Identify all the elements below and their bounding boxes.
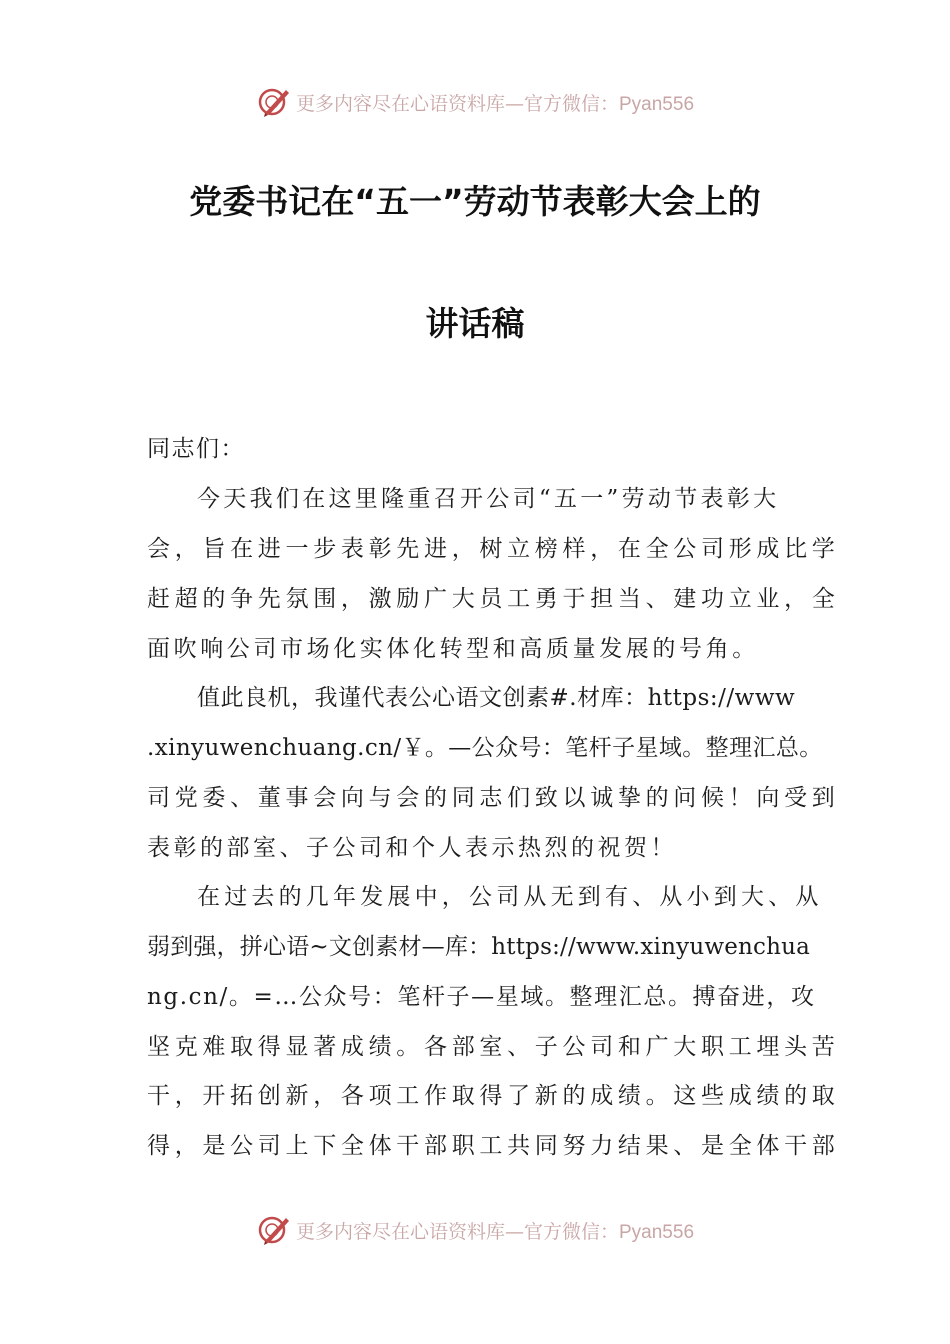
body-line: 得，是公司上下全体干部职工共同努力结果、是全体干部 [147,1133,840,1159]
body-line: 坚克难取得显著成绩。各部室、子公司和广大职工埋头苦 [147,1034,840,1060]
body-line: 同志们： [147,436,245,462]
body-line: ng.cn/。=…公众号：笔杆子—星域。整理汇总。搏奋进，攻 [147,984,816,1010]
body-line: 赶超的争先氛围，激励广大员工勇于担当、建功立业，全 [147,586,840,612]
header-watermark [0,82,950,122]
body-line: 会，旨在进一步表彰先进，树立榜样，在全公司形成比学 [147,536,840,562]
body-line: 值此良机，我谨代表公心语文创素#.材库：https://www [197,685,796,711]
body-line: 弱到强，拼心语~文创素材—库：https://www.xinyuwenchua [147,934,811,960]
document-title-line-2: 讲话稿 [425,304,525,343]
body-line: 干，开拓创新，各项工作取得了新的成绩。这些成绩的取 [147,1083,840,1109]
body-line: .xinyuwenchuang.cn/￥。—公众号：笔杆子星域。整理汇总。 [147,735,823,761]
body-line: 表彰的部室、子公司和个人表示热烈的祝贺！ [147,835,677,861]
pen-logo-icon [256,1212,292,1248]
pen-logo-icon [256,84,292,120]
body-line: 在过去的几年发展中，公司从无到有、从小到大、从 [197,884,823,910]
watermark-text: 更多内容尽在心语资料库—官方微信： [295,92,619,115]
wechat-id: Pyan556 [619,1221,695,1243]
body-line: 今天我们在这里隆重召开公司“五一”劳动节表彰大 [197,486,780,512]
wechat-id: Pyan556 [619,93,695,115]
body-line: 司党委、董事会向与会的同志们致以诚挚的问候！向受到 [147,785,840,811]
footer-watermark [0,1210,950,1250]
document-title-line-1: 党委书记在“五一”劳动节表彰大会上的 [189,182,761,221]
body-line: 面吹响公司市场化实体化转型和高质量发展的号角。 [147,636,759,662]
watermark-text: 更多内容尽在心语资料库—官方微信： [295,1220,619,1243]
